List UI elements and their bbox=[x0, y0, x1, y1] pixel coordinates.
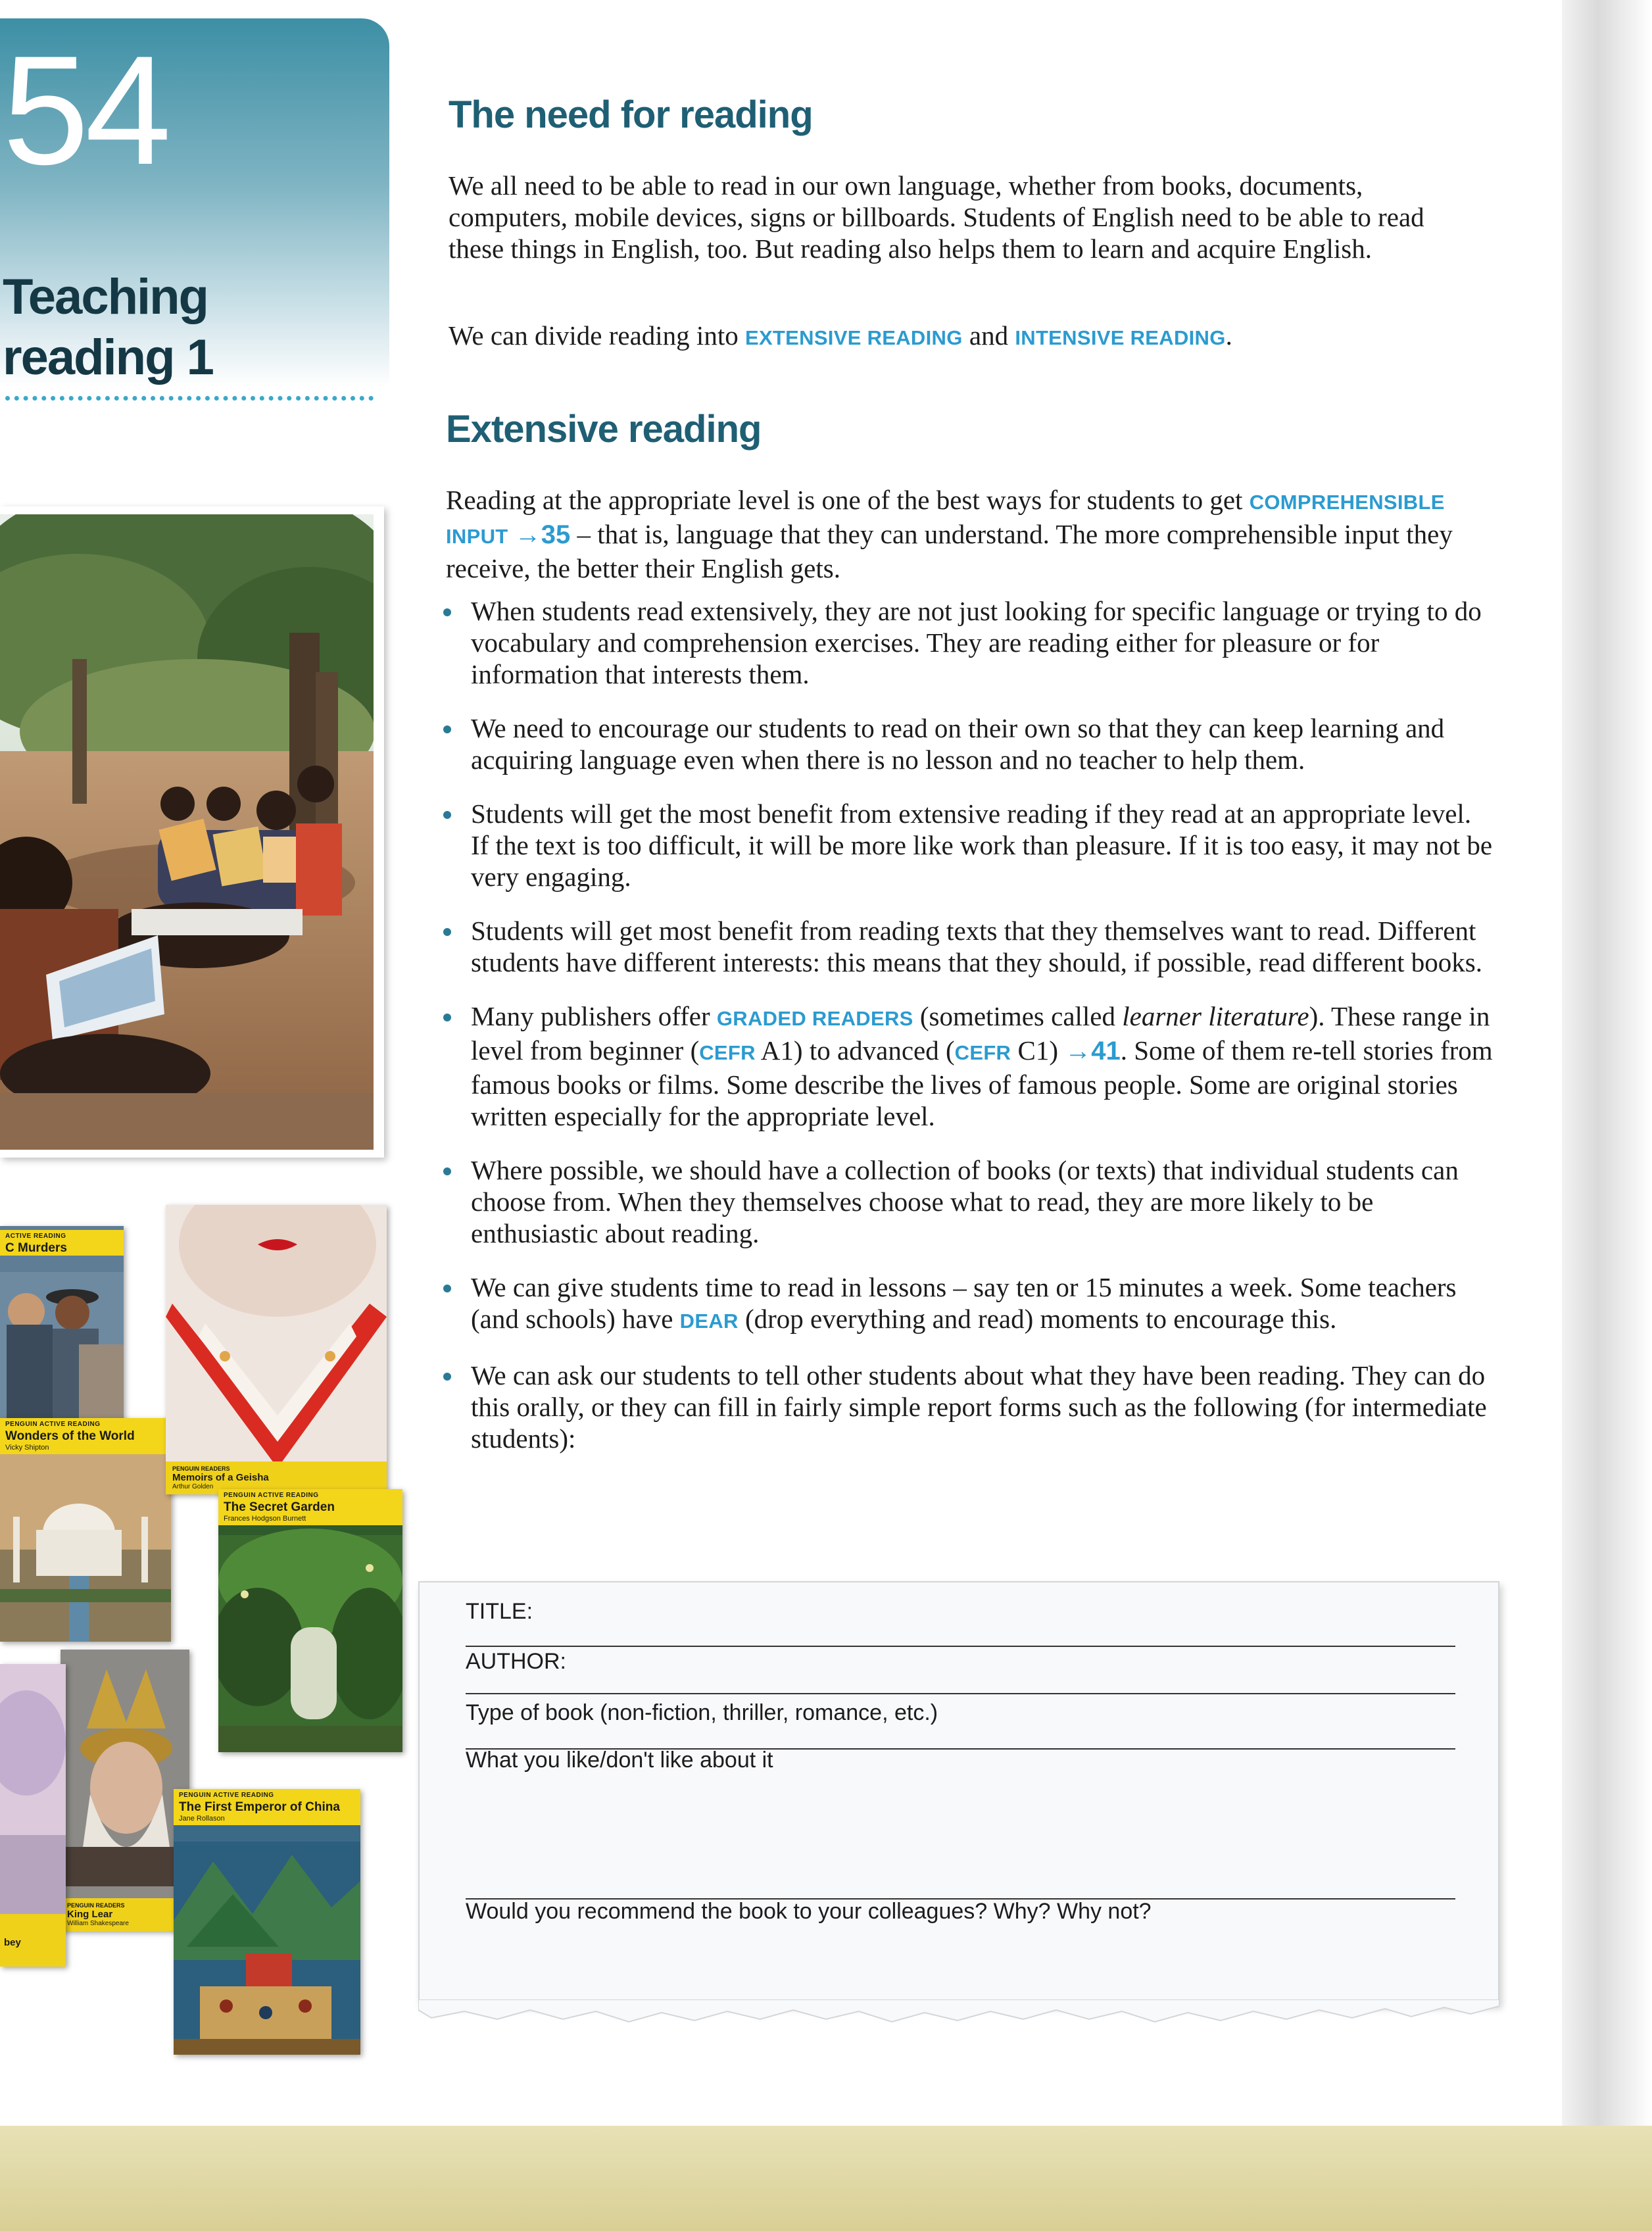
cover-title: The First Emperor of China bbox=[179, 1800, 340, 1814]
book-cover-the-first-emperor-of-china bbox=[174, 1789, 360, 2055]
text-span: We can divide reading into bbox=[449, 320, 745, 351]
cover-title: C Murders bbox=[5, 1241, 67, 1255]
text-span: – that is, language that they can understand. The more comprehensible input they receive, the better their English gets. bbox=[446, 519, 1453, 583]
list-item bbox=[442, 915, 1494, 978]
cover-series: PENGUIN READERS bbox=[67, 1902, 125, 1909]
cover-art bbox=[0, 1226, 124, 1423]
book-cover-fragment bbox=[0, 1664, 66, 1967]
keyword-intensive-reading: INTENSIVE READING bbox=[1015, 326, 1226, 349]
text-span: Reading at the appropriate level is one of the best ways for students to get bbox=[446, 485, 1250, 515]
photo-illustration bbox=[0, 514, 374, 1150]
keyword-cefr: CEFR bbox=[699, 1041, 756, 1064]
list-item bbox=[442, 595, 1494, 690]
paragraph-need-1: We all need to be able to read in our own language, whether from books, documents, computers, mobile devices, signs or billboards. Students of English need to be able to read these things in English, too. But reading also helps them to learn and acquire English. bbox=[449, 170, 1424, 264]
cover-title: King Lear bbox=[67, 1909, 113, 1920]
form-line-author bbox=[466, 1693, 1455, 1694]
book-report-form bbox=[418, 1581, 1499, 2005]
keyword-dear: DEAR bbox=[679, 1310, 739, 1333]
dotted-divider bbox=[5, 396, 374, 401]
list-item bbox=[442, 712, 1494, 775]
cover-author: Frances Hodgson Burnett bbox=[224, 1515, 306, 1523]
cover-art bbox=[218, 1489, 402, 1752]
list-item bbox=[442, 1360, 1494, 1454]
cover-band bbox=[0, 1418, 171, 1454]
chapter-title-line1: Teaching bbox=[3, 269, 208, 325]
cover-title: Wonders of the World bbox=[5, 1429, 135, 1443]
cover-publisher-band bbox=[61, 1898, 189, 1931]
torn-paper-edge bbox=[418, 1999, 1499, 2026]
keyword-comprehensible-input: COMPREHENSIBLE INPUT bbox=[446, 491, 1445, 548]
cover-title-fragment: bey bbox=[4, 1937, 21, 1948]
text-span: and bbox=[962, 320, 1015, 351]
keyword-cefr: CEFR bbox=[954, 1041, 1011, 1064]
form-type-label: Type of book (non-fiction, thriller, romance, etc.) bbox=[466, 1700, 938, 1725]
cover-title: Memoirs of a Geisha bbox=[172, 1472, 269, 1483]
text-span: . Some of them re-tell stories from famous books or films. Some describe the lives of famous people. Some are original stories written especially for the appropriate level. bbox=[471, 1035, 1493, 1131]
list-item bbox=[442, 798, 1494, 893]
cover-series: PENGUIN ACTIVE READING bbox=[5, 1421, 101, 1428]
cover-series: ACTIVE READING bbox=[5, 1233, 66, 1240]
chapter-title bbox=[3, 267, 371, 388]
heading-need-for-reading: The need for reading bbox=[449, 93, 813, 136]
chapter-title-line2: reading 1 bbox=[3, 330, 213, 385]
term-learner-literature: learner literature bbox=[1122, 1001, 1309, 1031]
text-span: A1) to advanced ( bbox=[755, 1035, 955, 1066]
list-item bbox=[442, 1154, 1494, 1249]
text-span: When students read extensively, they are not just looking for specific language or trying to do vocabulary and comprehension exercises. They are reading either for pleasure or for information that interests them. bbox=[471, 596, 1482, 689]
cover-author: Jane Rollason bbox=[179, 1815, 225, 1823]
text-span: ). These range in level from beginner ( bbox=[471, 1001, 1490, 1066]
text-span: Students will get most benefit from reading texts that they themselves want to read. Different students have different interests: this means that they should, if possible, read different books. bbox=[471, 916, 1482, 977]
paragraph-need-2 bbox=[449, 320, 1481, 354]
chapter-header-box bbox=[0, 18, 389, 387]
cover-author: Vicky Shipton bbox=[5, 1444, 49, 1452]
extensive-reading-bullet-list bbox=[442, 595, 1494, 1477]
cover-series: PENGUIN ACTIVE READING bbox=[179, 1792, 274, 1799]
book-cover-king-lear bbox=[61, 1650, 189, 1931]
form-line-title bbox=[466, 1646, 1455, 1647]
list-item bbox=[442, 1000, 1494, 1132]
page-edge bbox=[1562, 0, 1652, 2231]
text-span: We can ask our students to tell other students about what they have been reading. They can do this orally, or they can fill in fairly simple report forms such as the following (for intermediate students): bbox=[471, 1360, 1487, 1454]
text-span: We can give students time to read in lessons – say ten or 15 minutes a week. Some teachers (and schools) have bbox=[471, 1272, 1457, 1334]
form-author-label: AUTHOR: bbox=[466, 1649, 566, 1674]
keyword-graded-readers: GRADED READERS bbox=[716, 1007, 913, 1030]
paragraph-extensive-intro bbox=[446, 484, 1492, 584]
text-span: (sometimes called bbox=[913, 1001, 1123, 1031]
cover-art bbox=[174, 1789, 360, 2055]
cover-series: PENGUIN ACTIVE READING bbox=[224, 1492, 319, 1499]
book-cover-memoirs-of-a-geisha bbox=[166, 1205, 387, 1494]
cover-author: William Shakespeare bbox=[67, 1920, 129, 1927]
text-span: Students will get the most benefit from extensive reading if they read at an appropriate level. If the text is too difficult, it will be more like work than pleasure. If it is too easy, it may not be very engaging. bbox=[471, 798, 1493, 892]
cover-series: PENGUIN READERS bbox=[172, 1465, 230, 1472]
cover-author: Arthur Golden bbox=[172, 1483, 214, 1490]
form-likes-label: What you like/don't like about it bbox=[466, 1748, 773, 1773]
list-item bbox=[442, 1271, 1494, 1337]
children-reading-photo bbox=[0, 506, 384, 1158]
text-span: We need to encourage our students to read on their own so that they can keep learning and acquiring language even when there is no lesson and no teacher to help them. bbox=[471, 713, 1445, 775]
text-span: C1) bbox=[1011, 1035, 1065, 1066]
bottom-edge-strip bbox=[0, 2126, 1652, 2231]
cross-reference-41: →41 bbox=[1065, 1037, 1121, 1066]
book-cover-the-secret-garden bbox=[218, 1489, 402, 1752]
form-title-label: TITLE: bbox=[466, 1599, 533, 1624]
book-cover-wonders-of-the-world bbox=[0, 1418, 171, 1642]
cover-art bbox=[166, 1205, 387, 1494]
cover-title: The Secret Garden bbox=[224, 1500, 335, 1514]
heading-extensive-reading: Extensive reading bbox=[446, 408, 762, 451]
text-span: Where possible, we should have a collection of books (or texts) that individual students can choose from. When they themselves choose what to read, they are more likely to be enthusiastic about reading. bbox=[471, 1155, 1459, 1248]
cover-art bbox=[61, 1650, 189, 1931]
cover-art bbox=[0, 1664, 66, 1967]
form-recommend-label: Would you recommend the book to your colleagues? Why? Why not? bbox=[466, 1899, 1152, 1924]
chapter-number: 54 bbox=[3, 24, 168, 197]
text-span: . bbox=[1225, 320, 1232, 351]
keyword-extensive-reading: EXTENSIVE READING bbox=[744, 326, 963, 349]
text-span: (drop everything and read) moments to encourage this. bbox=[738, 1304, 1337, 1334]
book-cover-murders bbox=[0, 1226, 124, 1423]
text-span: Many publishers offer bbox=[471, 1001, 717, 1031]
cross-reference-35: →35 bbox=[514, 520, 571, 549]
